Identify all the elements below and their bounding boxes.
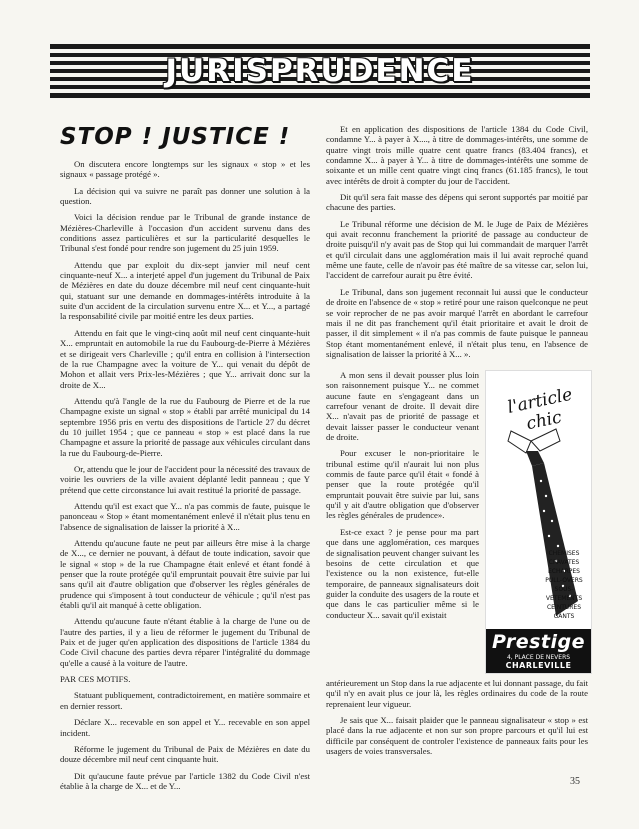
paragraph: Réforme le jugement du Tribunal de Paix de Mézières en date du douze décembre mil neuf cent cinquante huit. xyxy=(60,743,310,765)
article-column-right-middle xyxy=(326,370,479,626)
paragraph: Est-ce exact ? je pense pour ma part que dans une agglomération, ces marques de signalisation peuvent changer suivant les besoins de cette circulation et que l'existence ou la non existence, fut-elle temporaire, de panneaux signalisateurs doit guider la conduite des usagers de la route et que dans le cas particulier même si le conducteur X... savait qu'il existait xyxy=(326,526,479,620)
paragraph: La décision qui va suivre ne paraît pas donner une solution à la question. xyxy=(60,185,310,207)
paragraph: Attendu qu'aucune faute ne peut par ailleurs être mise à la charge de X..., ce dernier ne pouvant, à défaut de toute indication, savoir que le signal « stop » de la rue Champagne était enlevé et étant fondé à penser que la route protégée qu'il empruntait pouvait être suivie par lui sans qu'il ait d'autre obligation que d'observer les règles générales de prudence qui s'imposent à tout conducteur de véhicule ; qu'il n'est pas établi qu'il ait manqué à cette obligation. xyxy=(60,538,310,611)
paragraph: Attendu qu'il est exact que Y... n'a pas commis de faute, puisque le panonceau « Stop » étant momentanément enlevé il n'était plus tenu en l'absence de signalisation de laisser la priorité à X... xyxy=(60,500,310,532)
paragraph: Attendu que par exploit du dix-sept janvier mil neuf cent cinquante-neuf X... a interjeté appel d'un jugement du Tribunal de Paix de Mézières en date du douze décembre mil neuf cent cinquante-huit qui, statuant sur une demande en dommages-intérêts introduite à la suite d'un accident de la circulation survenu entre X... et Y..., a partagé la responsabilité civile par moitié entre les deux parties. xyxy=(60,259,310,322)
article-column-right-bottom xyxy=(326,678,588,762)
paragraph: Et en application des dispositions de l'article 1384 du Code Civil, condamne Y... à payer à X...., à titre de dommages-intérêts, une somme de quatre vingt trois mille quatre cent quatre francs (83.404 francs), et condamne X... à payer à Y... à titre de dommages-intérêts une somme de soixante et un mille cent quatre vingt cinq francs (61.185 francs), le tout avec intérêts de droit à compter du jour de l'accident. xyxy=(326,124,588,186)
banner-title: JURISPRUDENCE xyxy=(165,53,475,89)
paragraph: Attendu en fait que le vingt-cinq août mil neuf cent cinquante-huit X... empruntait en automobile la rue du Faubourg-de-Pierre à Mézières et se dirigeait vers Charleville ; qu'il entra en collision à l'intersection de la rue Champagne avec la voiture de Y... qui venait du dépôt de Mohon et allait vers Prix-les-Mézières ; que Y... arrivait donc sur la droite de X... xyxy=(60,327,310,390)
ad-product: CHEMISES xyxy=(548,550,580,557)
jurisprudence-banner xyxy=(50,42,590,100)
paragraph: antérieurement un Stop dans la rue adjacente et lui donnant passage, du fait qu'il n'y en avait plus ce jour là, les règles ordinaires du code de la route reprenaient leur vigueur. xyxy=(326,678,588,709)
ad-product-list xyxy=(538,549,590,621)
paragraph: Or, attendu que le jour de l'accident pour la nécessité des travaux de voirie les ouvriers de la ville avaient déplanté ledit panneau ; que Y prétend que cette circonstance lui avait restitué la priorité de passage. xyxy=(60,463,310,495)
ad-product: CRAVATES xyxy=(548,559,580,566)
ad-product: GANTS xyxy=(553,613,575,620)
prestige-advertisement xyxy=(485,370,592,674)
motifs-heading: PAR CES MOTIFS. xyxy=(60,674,131,685)
paragraph: Le Tribunal réforme une décision de M. le Juge de Paix de Mézières qui avait reconnu franchement la priorité de passage au conducteur de droite puisqu'il n'y avait pas de Stop qui lui commandait de marquer l'arrêt et qu'il circulait dans une agglomération mais il lui avait reproché quand même une faute, celle de n'avoir pas été maître de sa vitesse car, selon lui, l'accident de carrefour aurait pu être évité. xyxy=(326,218,588,281)
article-column-left xyxy=(60,159,310,797)
paragraph: Je sais que X... faisait plaider que le panneau signalisateur « stop » est placé dans la rue adjacente et non sur son propre parcours et qu'il lui est difficile par conséquent de controler l'existence de panneaux faits pour les usagers de voies transversales. xyxy=(326,715,588,757)
ad-footer xyxy=(486,629,591,673)
paragraph: Le Tribunal, dans son jugement reconnait lui aussi que le conducteur de droite en l'absence de « stop » retiré pour une raison quelconque ne peut se voir reprocher de ne pas avoir marqué l'arrêt en abordant le carrefour mais il ne dit pas franchement qu'il était prioritaire et avait le droit de passer, il dit simplement « il n'a pas commis de faute puisque le panneau Stop étant momentanément enlevé, il n'était plus tenu, en l'absence de signalisation de laisser la priorité à X... ». xyxy=(326,286,588,359)
ad-brand: Prestige xyxy=(492,631,585,653)
ad-product: ECHARPES xyxy=(548,568,580,575)
ad-city: CHARLEVILLE xyxy=(505,661,572,670)
ad-script-title: l'article chic xyxy=(505,384,575,435)
paragraph: On discutera encore longtemps sur les signaux « stop » et les signaux « passage protégé ». xyxy=(60,159,310,180)
paragraph: A mon sens il devait pousser plus loin son raisonnement puisque Y... ne commet aucune faute en s'engageant dans un carrefour venant de droite. Il devait dire X... n'avait pas de priorité de passage et devait laisser passer le conducteur venant de droite. xyxy=(326,370,479,443)
ad-address: 4, PLACE DE NEVERS xyxy=(506,654,571,661)
page-number: 35 xyxy=(570,776,580,787)
ad-product: PULL-OVERS xyxy=(545,577,583,584)
ad-product: SOUS-VETEMENTS xyxy=(545,586,583,602)
paragraph: Voici la décision rendue par le Tribunal de grande instance de Mézières-Charleville à l'occasion d'un accident survenu dans des conditions assez particulières et sur la particularité desquelles le Tribunal s'est fondé pour rendre son jugement du 25 juin 1959. xyxy=(60,212,310,254)
paragraph: Dit qu'il sera fait masse des dépens qui seront supportés par moitié par chacune des parties. xyxy=(326,192,588,213)
paragraph: Déclare X... recevable en son appel et Y... recevable en son appel incident. xyxy=(60,717,310,738)
ad-product: CEINTURES xyxy=(546,604,582,611)
paragraph: Attendu qu'à l'angle de la rue du Faubourg de Pierre et de la rue Champagne existe un signal « stop » établi par arrêté municipal du 14 septembre 1956 pris en vertu des dispositions de l'article 27 du décret du 10 juillet 1954 ; que ce panneau « stop » est placé dans la rue Champagne et assure la priorité de passage aux véhicules circulant dans la rue du Faubourg-de-Pierre. xyxy=(60,395,310,458)
article-column-right-top xyxy=(326,124,588,365)
paragraph: Dit qu'aucune faute prévue par l'article 1382 du Code Civil n'est établie à la charge de X... et de Y... xyxy=(60,770,310,791)
paragraph: Attendu qu'aucune faute n'étant établie à la charge de l'une ou de l'autre des parties, il y a lieu de réformer le jugement du Tribunal de Paix et de juger qu'en application des dispositions de l'article 1384 du Code Civil chacune des parties devra réparer l'intégralité du dommage qu'elle a causé à la voiture de l'autre. xyxy=(60,616,310,668)
paragraph: Statuant publiquement, contradictoirement, en matière sommaire et en dernier ressort. xyxy=(60,690,310,711)
article-headline: STOP ! JUSTICE ! xyxy=(60,124,291,150)
paragraph: Pour excuser le non-prioritaire le tribunal estime qu'il n'aurait lui non plus commis de faute parce qu'il était « fondé à penser que la route protégée qu'il empruntait pouvait être suivie par lui, sans qu'il y ait d'autre obligation que d'observer les règles générales de prudence». xyxy=(326,448,479,521)
